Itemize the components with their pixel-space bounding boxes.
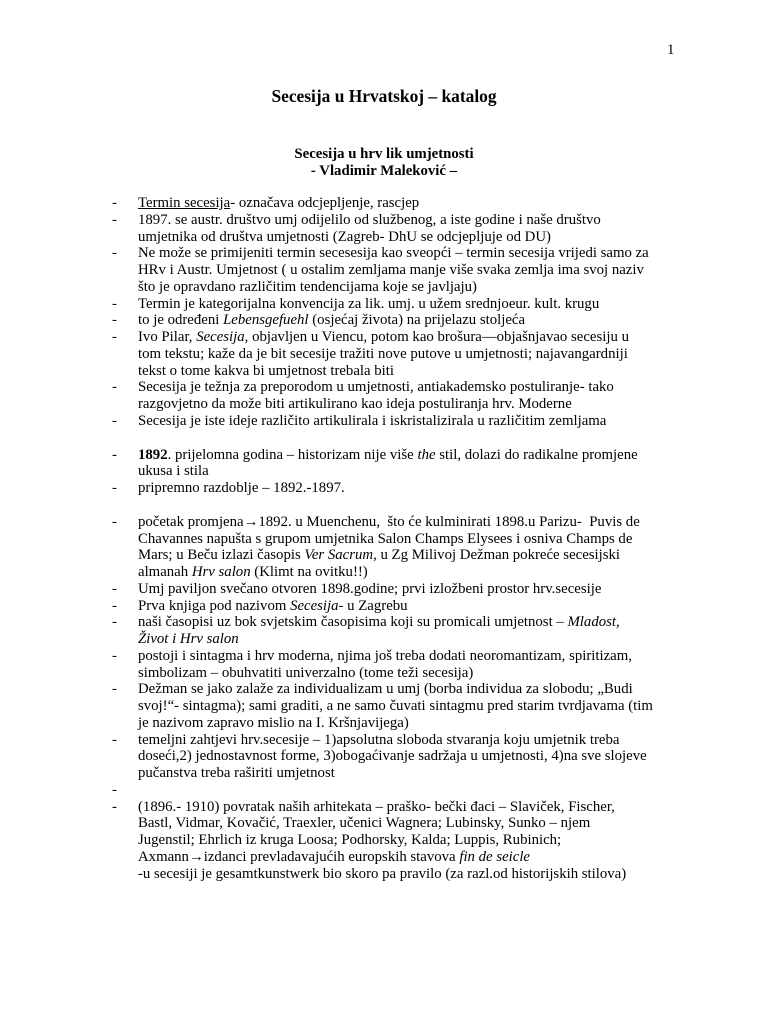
- text-run: (Klimt na ovitku!!): [250, 564, 368, 580]
- list-item-text: [138, 480, 768, 497]
- italic-text: Secesija: [196, 329, 245, 345]
- list-item-text: [138, 598, 768, 615]
- text-run: tom tekstu; kaže da je bit secesije tražiti nove putove u umjetnosti; najavangardniji: [138, 345, 628, 362]
- text-line: [138, 447, 768, 464]
- italic-text: the: [417, 446, 436, 463]
- list-item: [0, 614, 768, 648]
- text-run: Ne može se primijeniti termin secesesija kao sveopći – termin secesija vrijedi samo za: [138, 245, 649, 262]
- text-line: [138, 279, 768, 296]
- text-line: [138, 564, 768, 581]
- text-run: ukusa i stila: [138, 463, 209, 480]
- text-run: 1897. se austr. društvo umj odijelilo od službenog, a iste godine i naše društvo: [138, 211, 601, 228]
- text-line: [138, 296, 768, 313]
- text-run: je nazivom zapravo mislio na I. Kršnjavijega): [138, 714, 409, 731]
- bullet-dash: -: [112, 798, 117, 815]
- italic-text: Lebensgefuehl: [223, 312, 309, 329]
- list-item-text: [138, 296, 768, 313]
- list-item: [0, 296, 768, 313]
- text-run: -u secesiji je gesamtkunstwerk bio skoro pa pravilo (za razl.od historijskih stilova): [138, 865, 627, 882]
- section-title: Secesija u hrv lik umjetnosti: [294, 146, 474, 162]
- text-line: [138, 312, 768, 329]
- text-run: doseći,2) jednostavnost forme, 3)obogaćivanje sadržaja u umjetnosti, 4)na sve slojeve: [138, 748, 647, 765]
- text-line: [138, 849, 768, 866]
- text-run: , objavljen u Viencu, potom kao brošura—objašnjavao secesiju u: [244, 329, 629, 345]
- italic-text: Ver Sacrum: [304, 547, 374, 564]
- text-run: simbolizam – obuhvatiti univerzalno (tome teži secesija): [138, 664, 474, 681]
- text-run: postoji i sintagma i hrv moderna, njima još treba dodati neoromantizam, spiritizam,: [138, 647, 632, 664]
- list-item: [0, 681, 768, 731]
- bullet-dash: -: [112, 312, 117, 329]
- text-run: (osjećaj života) na prijelazu stoljeća: [308, 312, 526, 329]
- bullet-dash: -: [112, 614, 117, 631]
- text-run: Bastl, Vidmar, Kovačić, Traexler, učenici Wagnera; Lubinsky, Sunko – njem: [138, 815, 591, 832]
- list-item-text: [138, 447, 768, 481]
- text-line: [138, 681, 768, 698]
- list-item: [0, 648, 768, 682]
- text-run: što je opravdano različitim tendencijama koje se javljaju): [138, 278, 477, 295]
- italic-text: Secesija: [290, 597, 339, 614]
- italic-text: Mladost,: [567, 614, 620, 631]
- text-line: [138, 832, 768, 849]
- text-run: Dežman se jako zalaže za individualizam u umj (borba individua za slobodu; „Budi: [138, 681, 633, 698]
- text-run: Termin je kategorijalna konvencija za lik. umj. u užem srednjoeur. kult. krugu: [138, 295, 600, 312]
- text-run: (1896.- 1910) povratak naših arhitekata – praško- bečki đaci – Slaviček, Fischer,: [138, 798, 615, 815]
- list-item-text: [138, 681, 768, 731]
- text-run: naši časopisi uz bok svjetskim časopisima koji su promicali umjetnost –: [138, 614, 568, 631]
- text-line: [138, 765, 768, 782]
- text-line: [138, 413, 768, 430]
- text-line: [138, 396, 768, 413]
- bullet-dash: -: [112, 379, 117, 396]
- list-item: [0, 581, 768, 598]
- text-line: [138, 815, 768, 832]
- section-author: - Vladimir Maleković –: [310, 162, 458, 179]
- list-item-text: [138, 245, 768, 295]
- list-item-text: [138, 195, 768, 212]
- text-line: [138, 598, 768, 615]
- list-item: [0, 413, 768, 430]
- text-line: [138, 748, 768, 765]
- text-run: to je određeni: [138, 312, 224, 329]
- text-line: [138, 648, 768, 665]
- list-item: [0, 212, 768, 246]
- bullet-dash: -: [112, 480, 117, 496]
- text-run: početak promjena→1892. u Muenchenu, što će kulminirati 1898.u Parizu- Puvis de: [138, 513, 640, 530]
- text-line: [138, 799, 768, 816]
- text-run: almanah: [138, 564, 192, 580]
- text-run: razgovjetno da može biti artikulirano kao ideja postuliranja hrv. Moderne: [138, 396, 572, 412]
- text-line: [138, 329, 768, 346]
- bullet-dash: -: [112, 245, 117, 262]
- text-line: [138, 262, 768, 279]
- text-run: pripremno razdoblje – 1892.-1897.: [138, 480, 345, 496]
- text-run: Mars; u Beču izlazi časopis: [138, 547, 305, 564]
- bullet-dash: -: [112, 681, 117, 698]
- page-number: 1: [667, 42, 675, 58]
- text-line: [138, 463, 768, 480]
- document-title: Secesija u Hrvatskoj – katalog: [271, 86, 497, 106]
- text-line: [138, 715, 768, 732]
- text-run: temeljni zahtjevi hrv.secesije – 1)apsolutna sloboda stvaranja koju umjetnik treba: [138, 731, 620, 748]
- underlined-text: Termin secesija: [138, 195, 231, 211]
- list-item: [0, 782, 768, 799]
- list-item-text: [138, 379, 768, 413]
- italic-text: Hrv salon: [191, 564, 251, 580]
- text-run: - u Zagrebu: [338, 597, 408, 614]
- text-run: HRv i Austr. Umjetnost ( u ostalim zemljama manje više svaka zemlja ima svoj naziv: [138, 262, 644, 278]
- list-item-text: [138, 614, 768, 648]
- text-run: Ivo Pilar,: [138, 329, 197, 345]
- text-line: [138, 346, 768, 363]
- list-group: [0, 514, 768, 883]
- list-item: [0, 480, 768, 497]
- text-line: [138, 866, 768, 883]
- text-line: [138, 245, 768, 262]
- bullet-dash: -: [112, 195, 117, 211]
- text-line: [138, 614, 768, 631]
- bullet-dash: -: [112, 513, 117, 530]
- bullet-dash: -: [112, 329, 117, 345]
- bullet-dash: -: [112, 580, 117, 597]
- bullet-dash: -: [112, 412, 117, 429]
- text-run: Prva knjiga pod nazivom: [138, 597, 291, 614]
- bullet-dash: -: [112, 731, 117, 748]
- section-heading: [0, 146, 768, 180]
- text-run: stil, dolazi do radikalne promjene: [435, 446, 638, 463]
- list-item-text: [138, 799, 768, 883]
- list-group: [0, 195, 768, 430]
- text-run: Secesija je iste ideje različito artikulirala i iskristalizirala u različitim zemljama: [138, 412, 607, 429]
- text-line: [138, 665, 768, 682]
- list-item: [0, 195, 768, 212]
- list-item-text: [138, 312, 768, 329]
- text-line: [138, 363, 768, 380]
- text-run: Jugenstil; Ehrlich iz kruga Loosa; Podhorsky, Kalda; Luppis, Rubinich;: [138, 832, 562, 848]
- text-run: umjetnika od društva umjetnosti (Zagreb- DhU se odcjepljuje od DU): [138, 228, 551, 245]
- text-line: [138, 514, 768, 531]
- text-line: [138, 631, 768, 648]
- text-run: Chavannes napušta s grupom umjetnika Salon Champs Elysees i osniva Champs de: [138, 530, 633, 547]
- list-item: [0, 312, 768, 329]
- list-item: [0, 329, 768, 379]
- list-item-text: [138, 212, 768, 246]
- list-item-text: [138, 413, 768, 430]
- text-run: , u Zg Milivoj Dežman pokreće secesijski: [373, 547, 621, 564]
- bullet-dash: -: [112, 295, 117, 312]
- text-line: [138, 212, 768, 229]
- list-item: [0, 799, 768, 883]
- list-item: [0, 245, 768, 295]
- text-run: Umj paviljon svečano otvoren 1898.godine; prvi izložbeni prostor hrv.secesije: [138, 580, 602, 597]
- bold-text: 1892: [138, 446, 168, 463]
- italic-text: fin de seicle: [459, 848, 530, 865]
- list-item: [0, 732, 768, 782]
- list-item: [0, 598, 768, 615]
- bullet-dash: -: [112, 781, 117, 798]
- text-line: [138, 581, 768, 598]
- text-run: pučanstva treba raširiti umjetnost: [138, 765, 335, 781]
- bullet-dash: -: [112, 597, 117, 614]
- list-item-text: [138, 648, 768, 682]
- text-line: [138, 547, 768, 564]
- list-item: [0, 514, 768, 581]
- text-line: [138, 379, 768, 396]
- bullet-dash: -: [112, 446, 117, 463]
- bullet-dash: -: [112, 211, 117, 228]
- text-run: tekst o tome kakva bi umjetnost trebala biti: [138, 362, 395, 379]
- text-line: [138, 195, 768, 212]
- list-item-text: [138, 732, 768, 782]
- list-group: [0, 447, 768, 497]
- text-run: Secesija je težnja za preporodom u umjetnosti, antiakademsko postuliranje- tako: [138, 379, 614, 396]
- list-item-text: [138, 514, 768, 581]
- list-item: [0, 447, 768, 481]
- text-run: . prijelomna godina – historizam nije više: [167, 446, 418, 463]
- list-item-text: [138, 581, 768, 598]
- list-item: [0, 379, 768, 413]
- text-line: [138, 229, 768, 246]
- text-line: [138, 732, 768, 749]
- text-line: [138, 531, 768, 548]
- text-line: [138, 480, 768, 497]
- text-line: [138, 698, 768, 715]
- text-run: Axmann→izdanci prevladavajućih europskih stavova: [138, 848, 460, 865]
- text-run: - označava odcjepljenje, rascjep: [230, 195, 420, 211]
- text-run: svoj!“- sintagma); sami graditi, a ne samo čuvati sintagmu pred starim tvrdjavama (tim: [138, 698, 653, 714]
- italic-text: Život i Hrv salon: [138, 631, 239, 647]
- bullet-list: [0, 195, 768, 882]
- list-item-text: [138, 329, 768, 379]
- bullet-dash: -: [112, 647, 117, 664]
